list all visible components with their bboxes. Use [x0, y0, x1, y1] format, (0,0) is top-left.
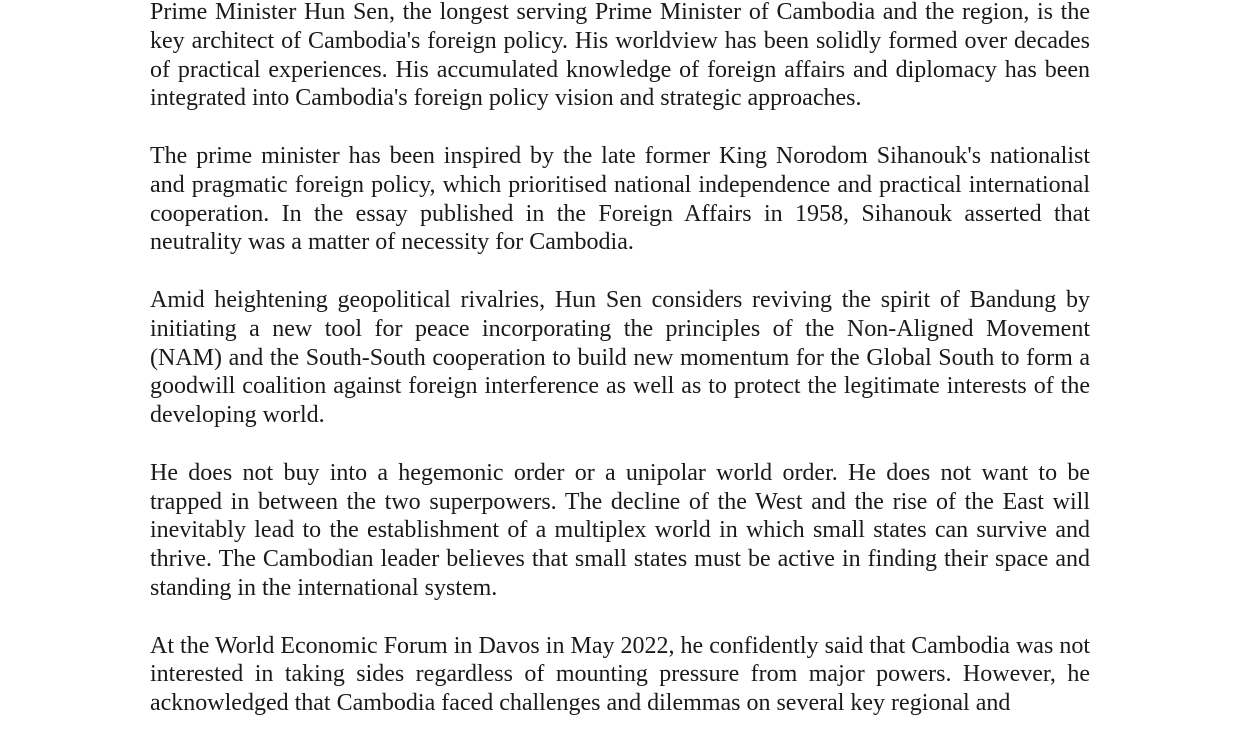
- paragraph-3: Amid heightening geopolitical rivalries, Hun Sen considers reviving the spirit of Bandung by initiating a new tool for peace incorporating the principles of the Non-Aligned Movement (NAM) and the South-South cooperation to build new momentum for the Global South to form a goodwill coalition against foreign interference as well as to protect the legitimate interests of the developing world.: [150, 286, 1090, 429]
- paragraph-4: He does not buy into a hegemonic order or a unipolar world order. He does not want to be trapped in between the two superpowers. The decline of the West and the rise of the East will inevitably lead to the establishment of a multiplex world in which small states can survive and thrive. The Cambodian leader believes that small states must be active in finding their space and standing in the international system.: [150, 459, 1090, 601]
- paragraph-5: At the World Economic Forum in Davos in May 2022, he confidently said that Cambodia was not interested in taking sides regardless of mounting pressure from major powers. However, he acknowledged that Cambodia faced challenges and dilemmas on several key regional and: [150, 632, 1090, 717]
- paragraph-2: The prime minister has been inspired by the late former King Norodom Sihanouk's nationalist and pragmatic foreign policy, which prioritised national independence and practical international cooperation. In the essay published in the Foreign Affairs in 1958, Sihanouk asserted that neutrality was a matter of necessity for Cambodia.: [150, 142, 1090, 256]
- paragraph-1: Prime Minister Hun Sen, the longest serving Prime Minister of Cambodia and the region, is the key architect of Cambodia's foreign policy. His worldview has been solidly formed over decades of practical experiences. His accumulated knowledge of foreign affairs and diplomacy has been integrated into Cambodia's foreign policy vision and strategic approaches.: [150, 0, 1090, 112]
- body-text: [150, 0, 1090, 747]
